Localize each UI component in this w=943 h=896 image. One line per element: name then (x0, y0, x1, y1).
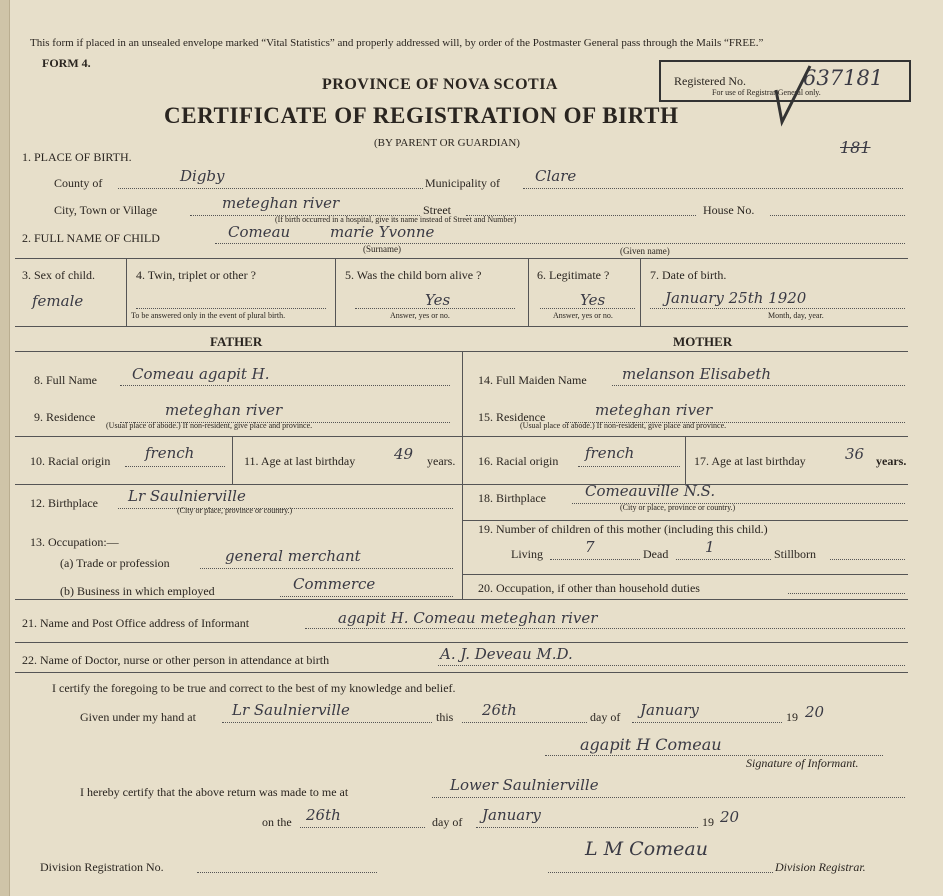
mother-residence-note: (Usual place of abode.) If non-resident, give place and province. (520, 421, 727, 430)
legitimate-value: Yes (580, 291, 606, 309)
mother-racial-label: 16. Racial origin (478, 454, 559, 468)
certify-month: January (640, 701, 699, 719)
father-name-value: Comeau agapit H. (132, 365, 270, 383)
dead-value: 1 (705, 538, 715, 556)
registered-number: 637181 (803, 66, 884, 90)
child-surname: Comeau (228, 223, 291, 241)
father-racial-value: french (145, 444, 195, 462)
mother-age-label: 17. Age at last birthday (694, 454, 806, 468)
mother-years-label: years. (876, 454, 907, 468)
occupation-label: 13. Occupation:— (30, 535, 119, 549)
given-label: Given under my hand at (80, 710, 196, 724)
father-residence-label: 9. Residence (34, 410, 96, 424)
given-place: Lr Saulnierville (232, 701, 350, 719)
registrar-day: 26th (306, 806, 341, 824)
legitimate-note: Answer, yes or no. (553, 311, 613, 320)
sex-label: 3. Sex of child. (22, 268, 95, 282)
registrar-day-of-label: day of (432, 815, 463, 829)
registrar-month: January (482, 806, 541, 824)
father-name-label: 8. Full Name (34, 373, 97, 387)
mail-notice: This form if placed in an unsealed envelope marked “Vital Statistics” and properly addressed will, by order of the Postmaster General pass through the Mails “FREE.” (30, 37, 764, 49)
mother-birthplace-note: (City or place, province or country.) (620, 503, 736, 512)
father-residence-note: (Usual place of abode.) If non-resident, give place and province. (106, 421, 313, 430)
father-age-label: 11. Age at last birthday (244, 454, 356, 468)
signature-label: Signature of Informant. (746, 756, 859, 770)
date-note: Month, day, year. (768, 311, 824, 320)
surname-note: (Surname) (363, 244, 401, 254)
informant-signature: agapit H Comeau (580, 735, 722, 754)
father-racial-label: 10. Racial origin (30, 454, 111, 468)
division-registrar-label: Division Registrar. (775, 860, 866, 874)
check-mark (770, 62, 830, 142)
legitimate-label: 6. Legitimate ? (537, 268, 610, 282)
living-value: 7 (585, 538, 595, 556)
business-value: Commerce (293, 575, 376, 593)
municipality-value: Clare (535, 167, 577, 185)
mother-age-value: 36 (845, 445, 865, 463)
child-name-label: 2. FULL NAME OF CHILD (22, 231, 160, 245)
form-number: FORM 4. (42, 56, 91, 70)
county-label: County of (54, 176, 103, 190)
certificate-subtitle: (BY PARENT OR GUARDIAN) (374, 137, 520, 149)
county-value: Digby (180, 167, 225, 185)
registrar-year-prefix: 19 (702, 815, 714, 829)
mother-name-label: 14. Full Maiden Name (478, 373, 587, 387)
trade-label: (a) Trade or profession (60, 556, 170, 570)
page-edge (0, 0, 10, 896)
informant-value: agapit H. Comeau meteghan river (338, 609, 598, 627)
city-value: meteghan river (222, 194, 340, 212)
registered-label: Registered No. (674, 74, 746, 88)
trade-value: general merchant (225, 547, 361, 565)
certify-day: 26th (482, 701, 517, 719)
date-value: January 25th 1920 (665, 289, 807, 307)
living-label: Living (511, 547, 543, 561)
sex-value: female (32, 292, 84, 310)
mother-occupation-label: 20. Occupation, if other than household duties (478, 581, 700, 595)
father-residence-value: meteghan river (165, 401, 283, 419)
mother-residence-value: meteghan river (595, 401, 713, 419)
given-name-note: (Given name) (620, 246, 670, 256)
certify-text: I certify the foregoing to be true and correct to the best of my knowledge and belief. (52, 681, 456, 695)
municipality-label: Municipality of (425, 176, 500, 190)
registered-mark: 181 (840, 138, 871, 157)
place-of-birth-heading: 1. PLACE OF BIRTH. (22, 150, 132, 164)
alive-label: 5. Was the child born alive ? (345, 268, 482, 282)
certify-day-of-label: day of (590, 710, 621, 724)
dead-label: Dead (643, 547, 669, 561)
registrar-on-label: on the (262, 815, 292, 829)
registrar-year: 20 (720, 808, 740, 826)
informant-label: 21. Name and Post Office address of Informant (22, 616, 250, 630)
father-years-label: years. (427, 454, 456, 468)
alive-note: Answer, yes or no. (390, 311, 450, 320)
twin-note: To be answered only in the event of plural birth. (131, 311, 286, 320)
mother-name-value: melanson Elisabeth (622, 365, 772, 383)
mother-birthplace-label: 18. Birthplace (478, 491, 546, 505)
father-birthplace-label: 12. Birthplace (30, 496, 98, 510)
mother-racial-value: french (585, 444, 635, 462)
hospital-note: (If birth occurred in a hospital, give its name instead of Street and Number) (275, 215, 517, 224)
children-label: 19. Number of children of this mother (including this child.) (478, 522, 768, 536)
registrar-text: I hereby certify that the above return was made to me at (80, 785, 349, 799)
registrar-use-note: For use of Registrar General only. (712, 88, 821, 97)
father-birthplace-value: Lr Saulnierville (128, 487, 246, 505)
this-label: this (436, 710, 454, 724)
certify-year-prefix: 19 (786, 710, 798, 724)
province-heading: PROVINCE OF NOVA SCOTIA (322, 76, 558, 93)
twin-label: 4. Twin, triplet or other ? (136, 268, 256, 282)
father-age-value: 49 (394, 445, 414, 463)
alive-value: Yes (425, 291, 451, 309)
certificate-title: CERTIFICATE OF REGISTRATION OF BIRTH (164, 103, 679, 128)
mother-heading: MOTHER (673, 334, 733, 349)
child-given-name: marie Yvonne (330, 223, 435, 241)
division-registration-label: Division Registration No. (40, 860, 164, 874)
certify-year: 20 (805, 703, 825, 721)
street-label: Street (423, 203, 451, 217)
doctor-value: A. J. Deveau M.D. (440, 645, 573, 663)
father-birthplace-note: (City or place, province or country.) (177, 506, 293, 515)
date-label: 7. Date of birth. (650, 268, 727, 282)
city-label: City, Town or Village (54, 203, 158, 217)
stillborn-label: Stillborn (774, 547, 817, 561)
father-heading: FATHER (210, 334, 263, 349)
house-label: House No. (703, 203, 755, 217)
doctor-label: 22. Name of Doctor, nurse or other person in attendance at birth (22, 653, 330, 667)
registrar-signature: L M Comeau (585, 838, 708, 860)
registrar-place: Lower Saulnierville (450, 776, 599, 794)
business-label: (b) Business in which employed (60, 584, 215, 598)
mother-birthplace-value: Comeauville N.S. (585, 482, 716, 500)
mother-residence-label: 15. Residence (478, 410, 546, 424)
